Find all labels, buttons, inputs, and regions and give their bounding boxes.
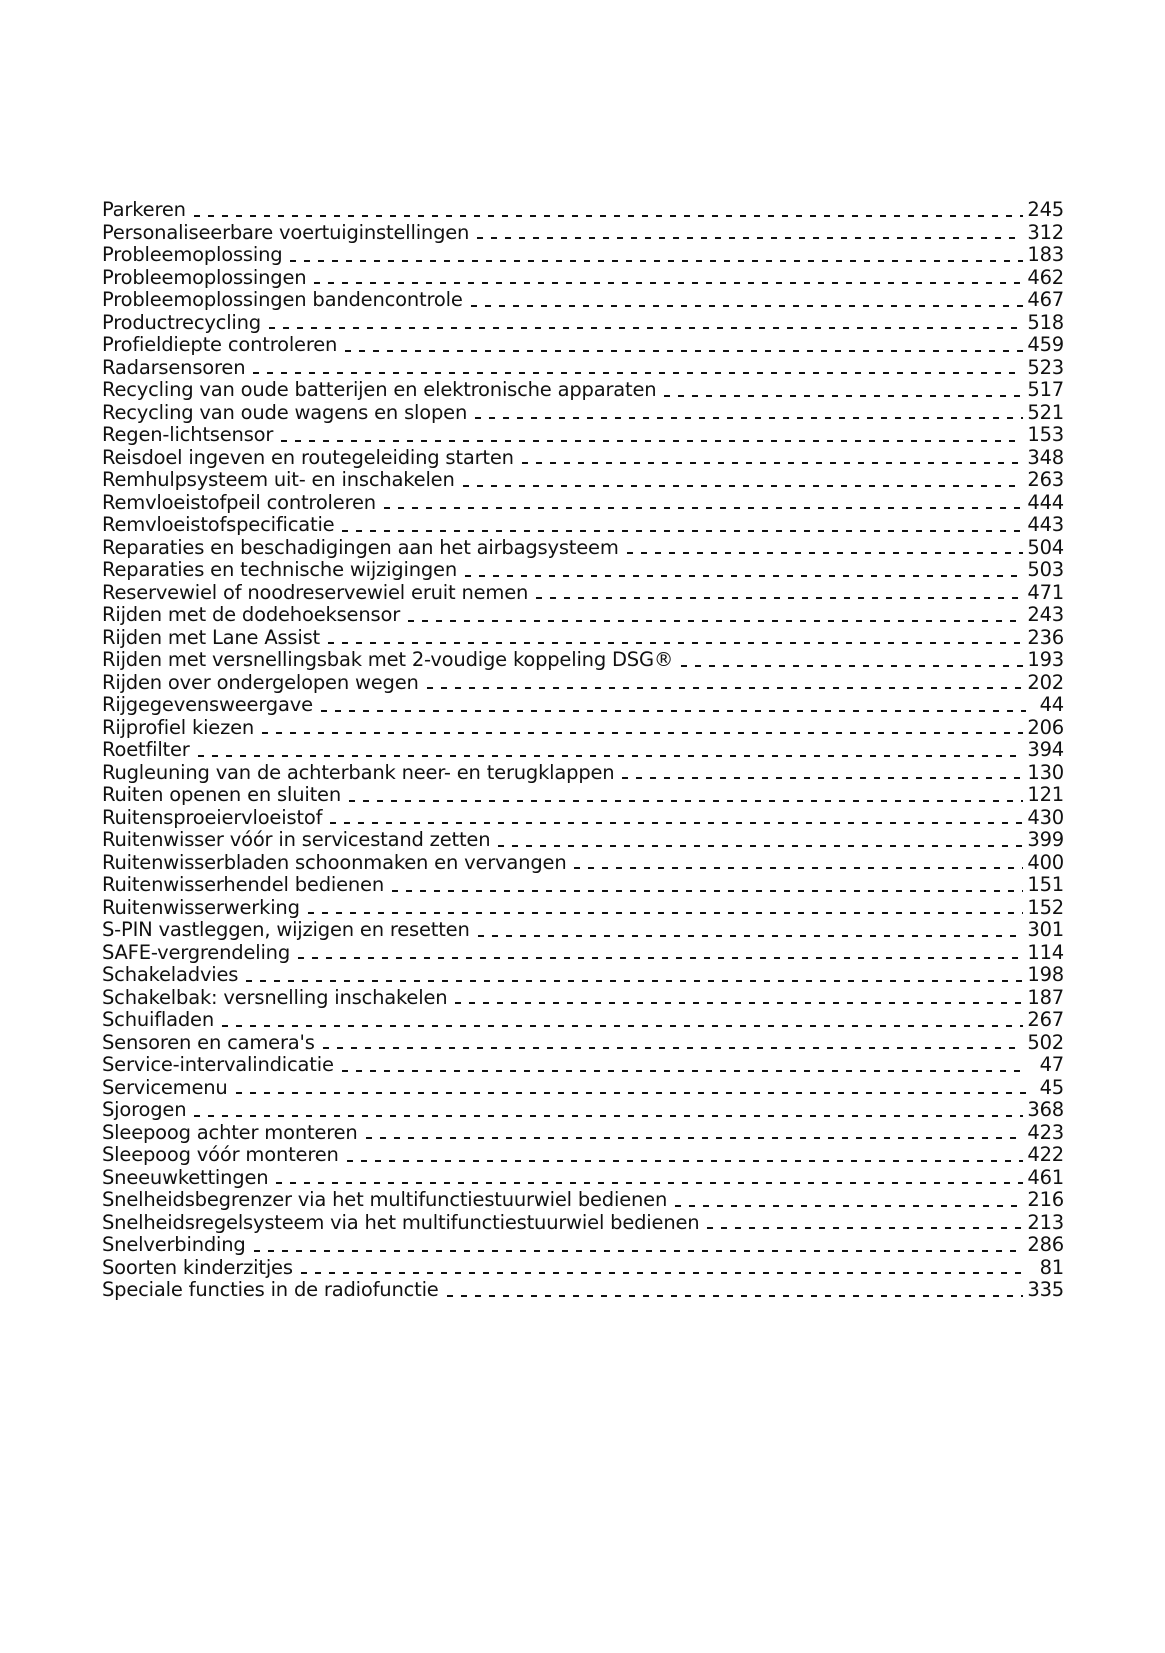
index-entry xyxy=(102,559,1064,582)
index-entry xyxy=(102,357,1064,380)
dot-leader xyxy=(471,305,1024,307)
index-term: Ruitenwisserbladen schoonmaken en vervangen xyxy=(102,850,567,874)
dot-leader xyxy=(342,1070,1026,1072)
index-entry xyxy=(102,289,1064,312)
index-term: Sleepoog achter monteren xyxy=(102,1120,358,1144)
index-entry xyxy=(102,537,1064,560)
index-list xyxy=(102,199,1064,1302)
dot-leader xyxy=(477,237,1023,239)
index-page-number: 502 xyxy=(1027,1030,1064,1054)
dot-leader xyxy=(342,530,1023,532)
dot-leader xyxy=(321,710,1026,712)
index-term: Snelheidsregelsysteem via het multifunctiestuurwiel bedienen xyxy=(102,1210,700,1234)
index-entry xyxy=(102,424,1064,447)
index-term: Rugleuning van de achterbank neer- en terugklappen xyxy=(102,760,615,784)
index-page-number: 206 xyxy=(1027,715,1064,739)
index-term: Reparaties en beschadigingen aan het airbagsysteem xyxy=(102,535,619,559)
index-page-number: 47 xyxy=(1039,1053,1064,1076)
index-term: Sjorogen xyxy=(102,1098,187,1121)
index-term: Probleemoplossingen xyxy=(102,265,307,289)
index-term: Reparaties en technische wijzigingen xyxy=(102,558,457,581)
index-page-number: 44 xyxy=(1039,693,1064,716)
dot-leader xyxy=(408,620,1023,622)
index-term: Servicemenu xyxy=(102,1075,228,1099)
dot-leader xyxy=(478,935,1024,937)
index-entry xyxy=(102,942,1064,965)
index-page-number: 130 xyxy=(1027,760,1064,784)
index-entry xyxy=(102,1054,1064,1077)
index-term: Schakeladvies xyxy=(102,963,239,986)
index-term: Remvloeistofspecificatie xyxy=(102,513,335,536)
index-term: S-PIN vastleggen, wijzigen en resetten xyxy=(102,918,470,941)
dot-leader xyxy=(198,755,1024,757)
dot-leader xyxy=(253,372,1023,374)
index-entry xyxy=(102,244,1064,267)
index-page-number: 45 xyxy=(1039,1075,1064,1099)
index-term: Profieldiepte controleren xyxy=(102,333,338,356)
index-term: Ruitensproeiervloeistof xyxy=(102,805,323,829)
index-term: Ruitenwisserhendel bedienen xyxy=(102,873,384,896)
index-entry xyxy=(102,1189,1064,1212)
index-entry xyxy=(102,312,1064,335)
dot-leader xyxy=(681,665,1023,667)
index-term: Sleepoog vóór monteren xyxy=(102,1143,339,1166)
index-entry xyxy=(102,1032,1064,1055)
dot-leader xyxy=(522,462,1024,464)
index-entry xyxy=(102,627,1064,650)
dot-leader xyxy=(707,1227,1023,1229)
dot-leader xyxy=(455,1002,1023,1004)
index-entry xyxy=(102,964,1064,987)
index-entry xyxy=(102,604,1064,627)
index-term: Probleemoplossing xyxy=(102,243,283,266)
dot-leader xyxy=(664,395,1023,397)
dot-leader xyxy=(347,1160,1024,1162)
index-page-number: 267 xyxy=(1027,1008,1064,1031)
dot-leader xyxy=(276,1182,1023,1184)
index-page-number: 399 xyxy=(1027,828,1064,851)
dot-leader xyxy=(574,867,1023,869)
index-term: Roetfilter xyxy=(102,738,190,761)
index-page-number: 504 xyxy=(1027,535,1064,559)
dot-leader xyxy=(301,1272,1026,1274)
dot-leader xyxy=(366,1137,1024,1139)
index-term: Regen-lichtsensor xyxy=(102,423,274,446)
index-term: Schakelbak: versnelling inschakelen xyxy=(102,985,448,1009)
index-entry xyxy=(102,1144,1064,1167)
index-entry xyxy=(102,694,1064,717)
dot-leader xyxy=(236,1092,1026,1094)
index-page-number: 151 xyxy=(1027,873,1064,896)
index-entry xyxy=(102,672,1064,695)
index-page-number: 400 xyxy=(1027,850,1064,874)
index-entry xyxy=(102,1257,1064,1280)
index-page-number: 263 xyxy=(1027,468,1064,491)
index-entry xyxy=(102,919,1064,942)
dot-leader xyxy=(328,642,1023,644)
index-page-number: 312 xyxy=(1027,220,1064,244)
index-term: Rijden over ondergelopen wegen xyxy=(102,670,419,694)
index-page-number: 243 xyxy=(1027,603,1064,626)
index-page-number: 213 xyxy=(1027,1210,1064,1234)
index-term: Rijden met versnellingsbak met 2-voudige koppeling DSG® xyxy=(102,648,674,671)
index-page-number: 517 xyxy=(1027,378,1064,401)
index-page-number: 444 xyxy=(1027,490,1064,514)
index-term: Recycling van oude batterijen en elektronische apparaten xyxy=(102,378,657,401)
index-page-number: 81 xyxy=(1039,1255,1064,1279)
dot-leader xyxy=(269,327,1023,329)
dot-leader xyxy=(427,687,1024,689)
index-page-number: 202 xyxy=(1027,670,1064,694)
index-page-number: 462 xyxy=(1027,265,1064,289)
index-term: Schuifladen xyxy=(102,1008,215,1031)
index-entry xyxy=(102,447,1064,470)
index-entry xyxy=(102,514,1064,537)
dot-leader xyxy=(194,215,1024,217)
index-page-number: 368 xyxy=(1027,1098,1064,1121)
index-term: Parkeren xyxy=(102,198,186,221)
index-entry xyxy=(102,469,1064,492)
index-page-number: 518 xyxy=(1027,310,1064,334)
index-entry xyxy=(102,1099,1064,1122)
index-term: Soorten kinderzitjes xyxy=(102,1255,293,1279)
index-entry xyxy=(102,739,1064,762)
index-entry xyxy=(102,222,1064,245)
index-entry xyxy=(102,897,1064,920)
index-term: Probleemoplossingen bandencontrole xyxy=(102,288,463,311)
index-term: Snelheidsbegrenzer via het multifunctiestuurwiel bedienen xyxy=(102,1188,668,1211)
index-term: Productrecycling xyxy=(102,310,261,334)
index-term: Ruiten openen en sluiten xyxy=(102,783,341,806)
dot-leader xyxy=(314,282,1023,284)
index-term: Rijden met de dodehoeksensor xyxy=(102,603,401,626)
index-entry xyxy=(102,1234,1064,1257)
index-term: Rijprofiel kiezen xyxy=(102,715,255,739)
index-page-number: 236 xyxy=(1027,625,1064,649)
index-entry xyxy=(102,1167,1064,1190)
dot-leader xyxy=(536,597,1023,599)
dot-leader xyxy=(308,912,1024,914)
dot-leader xyxy=(345,350,1023,352)
dot-leader xyxy=(447,1295,1024,1297)
index-entry xyxy=(102,762,1064,785)
dot-leader xyxy=(330,822,1023,824)
index-page-number: 301 xyxy=(1027,918,1064,941)
index-page-number: 286 xyxy=(1027,1233,1064,1256)
index-entry xyxy=(102,717,1064,740)
index-page-number: 422 xyxy=(1027,1143,1064,1166)
dot-leader xyxy=(246,980,1023,982)
dot-leader xyxy=(254,1250,1024,1252)
index-page-number: 467 xyxy=(1027,288,1064,311)
index-page-number: 423 xyxy=(1027,1120,1064,1144)
index-term: Sneeuwkettingen xyxy=(102,1165,269,1189)
index-page-number: 443 xyxy=(1027,513,1064,536)
index-entry xyxy=(102,1009,1064,1032)
index-entry xyxy=(102,402,1064,425)
index-entry xyxy=(102,807,1064,830)
index-page-number: 153 xyxy=(1027,423,1064,446)
index-page-number: 187 xyxy=(1027,985,1064,1009)
dot-leader xyxy=(298,957,1023,959)
dot-leader xyxy=(465,575,1023,577)
index-term: Rijgegevensweergave xyxy=(102,693,313,716)
index-page-number: 114 xyxy=(1027,940,1064,964)
index-page-number: 121 xyxy=(1027,783,1064,806)
dot-leader xyxy=(475,417,1023,419)
index-entry xyxy=(102,874,1064,897)
index-entry xyxy=(102,379,1064,402)
index-term: Recycling van oude wagens en slopen xyxy=(102,400,468,424)
index-page-number: 471 xyxy=(1027,580,1064,604)
index-term: Snelverbinding xyxy=(102,1233,246,1256)
index-entry xyxy=(102,852,1064,875)
dot-leader xyxy=(194,1115,1023,1117)
index-entry xyxy=(102,784,1064,807)
index-term: Ruitenwisser vóór in servicestand zetten xyxy=(102,828,491,851)
index-term: Remvloeistofpeil controleren xyxy=(102,490,376,514)
index-entry xyxy=(102,267,1064,290)
index-entry xyxy=(102,492,1064,515)
index-entry xyxy=(102,1212,1064,1235)
index-term: Service-intervalindicatie xyxy=(102,1053,334,1076)
index-entry xyxy=(102,987,1064,1010)
dot-leader xyxy=(463,485,1024,487)
dot-leader xyxy=(349,800,1023,802)
dot-leader xyxy=(222,1025,1023,1027)
index-entry xyxy=(102,649,1064,672)
index-page-number: 523 xyxy=(1027,355,1064,379)
index-page-number: 348 xyxy=(1027,445,1064,469)
index-page-number: 245 xyxy=(1027,198,1064,221)
index-page-number: 521 xyxy=(1027,400,1064,424)
dot-leader xyxy=(290,260,1023,262)
index-term: Sensoren en camera's xyxy=(102,1030,315,1054)
index-entry xyxy=(102,829,1064,852)
index-page-number: 335 xyxy=(1027,1278,1064,1301)
dot-leader xyxy=(281,440,1023,442)
index-entry xyxy=(102,334,1064,357)
index-term: Radarsensoren xyxy=(102,355,246,379)
index-entry xyxy=(102,1122,1064,1145)
index-page-number: 216 xyxy=(1027,1188,1064,1211)
index-entry xyxy=(102,1077,1064,1100)
index-term: Personaliseerbare voertuiginstellingen xyxy=(102,220,470,244)
index-page-number: 430 xyxy=(1027,805,1064,829)
dot-leader xyxy=(392,890,1023,892)
index-page-number: 503 xyxy=(1027,558,1064,581)
index-page-number: 461 xyxy=(1027,1165,1064,1189)
index-entry xyxy=(102,1279,1064,1302)
index-page-number: 394 xyxy=(1027,738,1064,761)
index-term: Reservewiel of noodreservewiel eruit nemen xyxy=(102,580,529,604)
dot-leader xyxy=(498,845,1023,847)
dot-leader xyxy=(675,1205,1023,1207)
index-entry xyxy=(102,582,1064,605)
index-page-number: 183 xyxy=(1027,243,1064,266)
index-page-number: 459 xyxy=(1027,333,1064,356)
index-term: Speciale functies in de radiofunctie xyxy=(102,1278,439,1301)
index-term: Rijden met Lane Assist xyxy=(102,625,321,649)
dot-leader xyxy=(323,1047,1024,1049)
dot-leader xyxy=(384,507,1023,509)
index-page-number: 152 xyxy=(1027,895,1064,919)
index-term: Ruitenwisserwerking xyxy=(102,895,300,919)
dot-leader xyxy=(622,777,1023,779)
dot-leader xyxy=(627,552,1024,554)
index-entry xyxy=(102,199,1064,222)
index-page-number: 198 xyxy=(1027,963,1064,986)
index-term: Remhulpsysteem uit- en inschakelen xyxy=(102,468,455,491)
index-term: Reisdoel ingeven en routegeleiding starten xyxy=(102,445,514,469)
index-page-number: 193 xyxy=(1027,648,1064,671)
dot-leader xyxy=(262,732,1023,734)
index-term: SAFE-vergrendeling xyxy=(102,940,291,964)
